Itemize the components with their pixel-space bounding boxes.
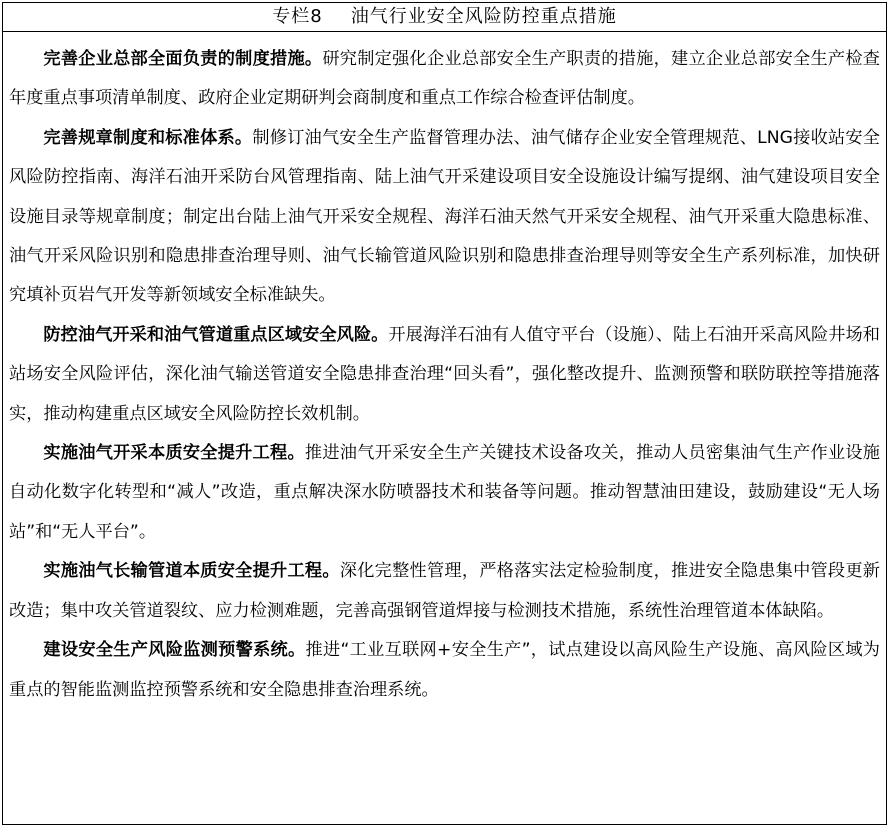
paragraph-body: 推进“工业互联网+安全生产”，试点建设以高风险生产设施、高风险区域为重点的智能监测监控预警系统和安全隐患排查治理系统。 (9, 640, 880, 700)
paragraph (9, 552, 880, 631)
paragraph (9, 316, 880, 434)
paragraph-body: 制修订油气安全生产监督管理办法、油气储存企业安全管理规范、LNG接收站安全风险防控指南、海洋石油开采防台风管理指南、陆上油气开采建设项目安全设施设计编写提纲、油气建设项目安全设施目录等规章制度；制定出台陆上油气开采安全规程、海洋石油天然气开采安全规程、油气开采重大隐患标准、油气开采风险识别和隐患排查治理导则、油气长输管道风险识别和隐患排查治理导则等安全生产系列标准，加快研究填补页岩气开发等新领域安全标准缺失。 (9, 127, 880, 306)
paragraph-body: 开展海洋石油有人值守平台（设施）、陆上石油开采高风险井场和站场安全风险评估，深化油气输送管道安全隐患排查治理“回头看”，强化整改提升、监测预警和联防联控等措施落实，推动构建重点区域安全风险防控长效机制。 (9, 324, 880, 424)
box-title: 油气行业安全风险防控重点措施 (350, 6, 617, 27)
box-label: 专栏8 (272, 6, 323, 27)
paragraph (9, 119, 880, 316)
paragraph (9, 631, 880, 710)
paragraph-body: 研究制定强化企业总部安全生产职责的措施，建立企业总部安全生产检查年度重点事项清单制度、政府企业定期研判会商制度和重点工作综合检查评估制度。 (9, 49, 880, 109)
paragraph-body: 深化完整性管理，严格落实法定检验制度，推进安全隐患集中管段更新改造；集中攻关管道裂纹、应力检测难题，完善高强钢管道焊接与检测技术措施，系统性治理管道本体缺陷。 (9, 561, 880, 621)
paragraph-heading: 建设安全生产风险监测预警系统。 (43, 640, 306, 661)
measures-box (2, 2, 887, 825)
paragraph-heading: 完善规章制度和标准体系。 (43, 127, 253, 148)
paragraph-heading: 防控油气开采和油气管道重点区域安全风险。 (43, 324, 389, 345)
paragraph (9, 434, 880, 552)
paragraph-heading: 实施油气长输管道本质安全提升工程。 (43, 561, 340, 582)
paragraph-heading: 实施油气开采本质安全提升工程。 (43, 443, 305, 464)
paragraph-body: 推进油气开采安全生产关键技术设备攻关，推动人员密集油气生产作业设施自动化数字化转型和“减人”改造，重点解决深水防喷器技术和装备等问题。推动智慧油田建设，鼓励建设“无人场站”和“无人平台”。 (9, 443, 880, 542)
paragraph-heading: 完善企业总部全面负责的制度措施。 (43, 49, 323, 69)
box-content (3, 32, 886, 710)
box-title-bar (3, 3, 886, 32)
paragraph (9, 40, 880, 119)
